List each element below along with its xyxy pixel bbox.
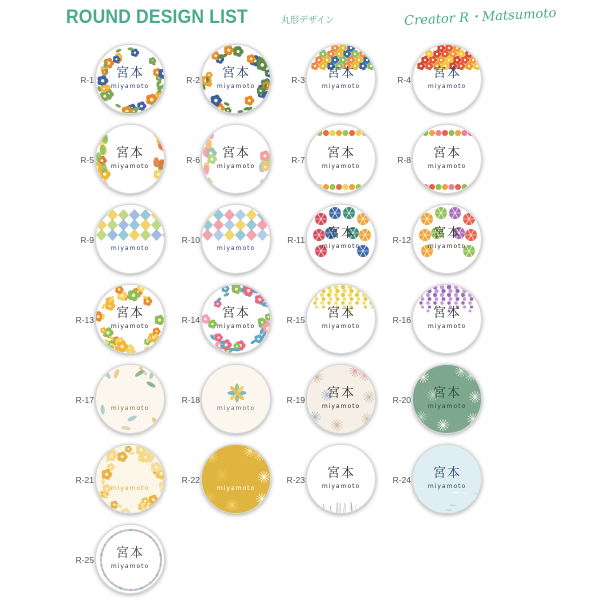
- design-code-label: R-21: [75, 475, 94, 485]
- design-circle: [306, 444, 376, 514]
- name-romaji: miyamoto: [427, 243, 467, 250]
- design-code-label: R-20: [392, 395, 411, 405]
- design-item: [176, 364, 288, 436]
- page-title: ROUND DESIGN LIST: [66, 7, 248, 28]
- design-code-label: R-23: [286, 475, 305, 485]
- design-code-label: R-11: [287, 235, 305, 245]
- name-kanji: 宮本: [432, 146, 461, 161]
- design-circle: [306, 124, 376, 194]
- design-circle: [412, 364, 482, 434]
- design-circle: [201, 364, 271, 434]
- creator-signature: Creator R・Matsumoto: [403, 6, 557, 29]
- name-kanji: 宮本: [115, 66, 144, 81]
- design-code-label: R-13: [75, 315, 94, 325]
- design-circle: [201, 124, 271, 194]
- design-circle: [201, 44, 271, 114]
- design-circle: [95, 124, 165, 194]
- design-code-label: R-22: [181, 475, 200, 485]
- design-code-label: R-12: [392, 235, 411, 245]
- design-circle: [306, 44, 376, 114]
- design-code-label: R-24: [392, 475, 411, 485]
- design-code-label: R-15: [286, 315, 305, 325]
- design-code-label: R-5: [80, 155, 94, 165]
- pattern-artwork: [202, 365, 271, 434]
- name-kanji: 宮本: [326, 66, 355, 81]
- name-romaji: miyamoto: [427, 483, 467, 490]
- design-item: [176, 124, 288, 196]
- design-item: [70, 44, 182, 116]
- design-code-label: R-8: [397, 155, 411, 165]
- design-code-label: R-18: [181, 395, 200, 405]
- design-item: [70, 284, 182, 356]
- name-romaji: miyamoto: [427, 403, 467, 410]
- page-subtitle: 丸形デザイン: [281, 16, 335, 26]
- design-code-label: R-19: [286, 395, 305, 405]
- name-kanji: 宮本: [115, 306, 144, 321]
- name-romaji: miyamoto: [110, 563, 150, 570]
- name-romaji: miyamoto: [110, 245, 150, 252]
- design-circle: [95, 524, 165, 594]
- design-item: [281, 124, 393, 196]
- design-item: [281, 284, 393, 356]
- name-romaji: miyamoto: [427, 163, 467, 170]
- design-item: [281, 444, 393, 516]
- name-kanji: 宮本: [326, 466, 355, 481]
- design-item: [70, 124, 182, 196]
- design-code-label: R-14: [181, 315, 200, 325]
- design-code-label: R-10: [181, 235, 200, 245]
- design-circle: [95, 44, 165, 114]
- design-code-label: R-7: [291, 155, 305, 165]
- design-circle: [306, 284, 376, 354]
- design-item: [387, 444, 499, 516]
- name-kanji: 宮本: [432, 306, 461, 321]
- name-romaji: miyamoto: [110, 83, 150, 90]
- name-kanji: 宮本: [432, 226, 461, 241]
- name-romaji: miyamoto: [427, 323, 467, 330]
- name-kanji: 宮本: [326, 306, 355, 321]
- design-circle: [201, 284, 271, 354]
- name-kanji: 宮本: [115, 546, 144, 561]
- name-romaji: miyamoto: [321, 483, 361, 490]
- design-circle: [201, 204, 271, 274]
- design-item: [387, 44, 499, 116]
- pattern-artwork: [96, 365, 165, 434]
- name-romaji: miyamoto: [321, 243, 361, 250]
- name-kanji: 宮本: [432, 386, 461, 401]
- design-code-label: R-9: [80, 235, 94, 245]
- design-circle: [201, 444, 271, 514]
- name-romaji: miyamoto: [216, 245, 256, 252]
- design-item: [70, 364, 182, 436]
- design-code-label: R-25: [75, 555, 94, 565]
- name-kanji: 宮本: [115, 146, 144, 161]
- name-kanji: 宮本: [326, 386, 355, 401]
- design-code-label: R-4: [397, 75, 411, 85]
- name-romaji: miyamoto: [110, 405, 150, 412]
- pattern-artwork: [202, 205, 271, 274]
- design-circle: [306, 364, 376, 434]
- design-code-label: R-3: [291, 75, 305, 85]
- name-romaji: miyamoto: [110, 323, 150, 330]
- design-circle: [412, 124, 482, 194]
- name-romaji: miyamoto: [110, 163, 150, 170]
- design-item: [176, 204, 288, 276]
- design-item: [70, 524, 182, 596]
- design-circle: [412, 204, 482, 274]
- name-romaji: miyamoto: [216, 83, 256, 90]
- name-romaji: miyamoto: [321, 323, 361, 330]
- name-romaji: miyamoto: [321, 83, 361, 90]
- design-item: [176, 44, 288, 116]
- design-circle: [95, 284, 165, 354]
- name-romaji: miyamoto: [216, 163, 256, 170]
- design-item: [70, 204, 182, 276]
- design-item: [281, 204, 393, 276]
- design-item: [387, 284, 499, 356]
- name-kanji: 宮本: [432, 466, 461, 481]
- name-romaji: miyamoto: [427, 83, 467, 90]
- design-code-label: R-16: [392, 315, 411, 325]
- design-code-label: R-2: [186, 75, 200, 85]
- name-romaji: miyamoto: [216, 405, 256, 412]
- name-kanji: 宮本: [221, 66, 250, 81]
- pattern-artwork: [96, 205, 165, 274]
- design-item: [387, 204, 499, 276]
- name-kanji: 宮本: [221, 146, 250, 161]
- design-item: [387, 364, 499, 436]
- design-circle: [412, 44, 482, 114]
- design-circle: [95, 204, 165, 274]
- name-romaji: miyamoto: [110, 485, 150, 492]
- name-romaji: miyamoto: [321, 403, 361, 410]
- design-item: [176, 284, 288, 356]
- design-item: [281, 364, 393, 436]
- name-romaji: miyamoto: [321, 163, 361, 170]
- design-circle: [412, 444, 482, 514]
- name-kanji: 宮本: [326, 146, 355, 161]
- design-item: [281, 44, 393, 116]
- name-kanji: 宮本: [326, 226, 355, 241]
- pattern-artwork: [202, 445, 271, 514]
- design-circle: [95, 364, 165, 434]
- design-item: [176, 444, 288, 516]
- design-code-label: R-6: [186, 155, 200, 165]
- name-romaji: miyamoto: [216, 323, 256, 330]
- design-item: [70, 444, 182, 516]
- name-kanji: 宮本: [221, 306, 250, 321]
- design-circle: [95, 444, 165, 514]
- design-item: [387, 124, 499, 196]
- design-circle: [412, 284, 482, 354]
- design-code-label: R-1: [80, 75, 94, 85]
- name-kanji: 宮本: [432, 66, 461, 81]
- design-code-label: R-17: [75, 395, 94, 405]
- name-romaji: miyamoto: [216, 485, 256, 492]
- pattern-artwork: [96, 445, 165, 514]
- design-circle: [306, 204, 376, 274]
